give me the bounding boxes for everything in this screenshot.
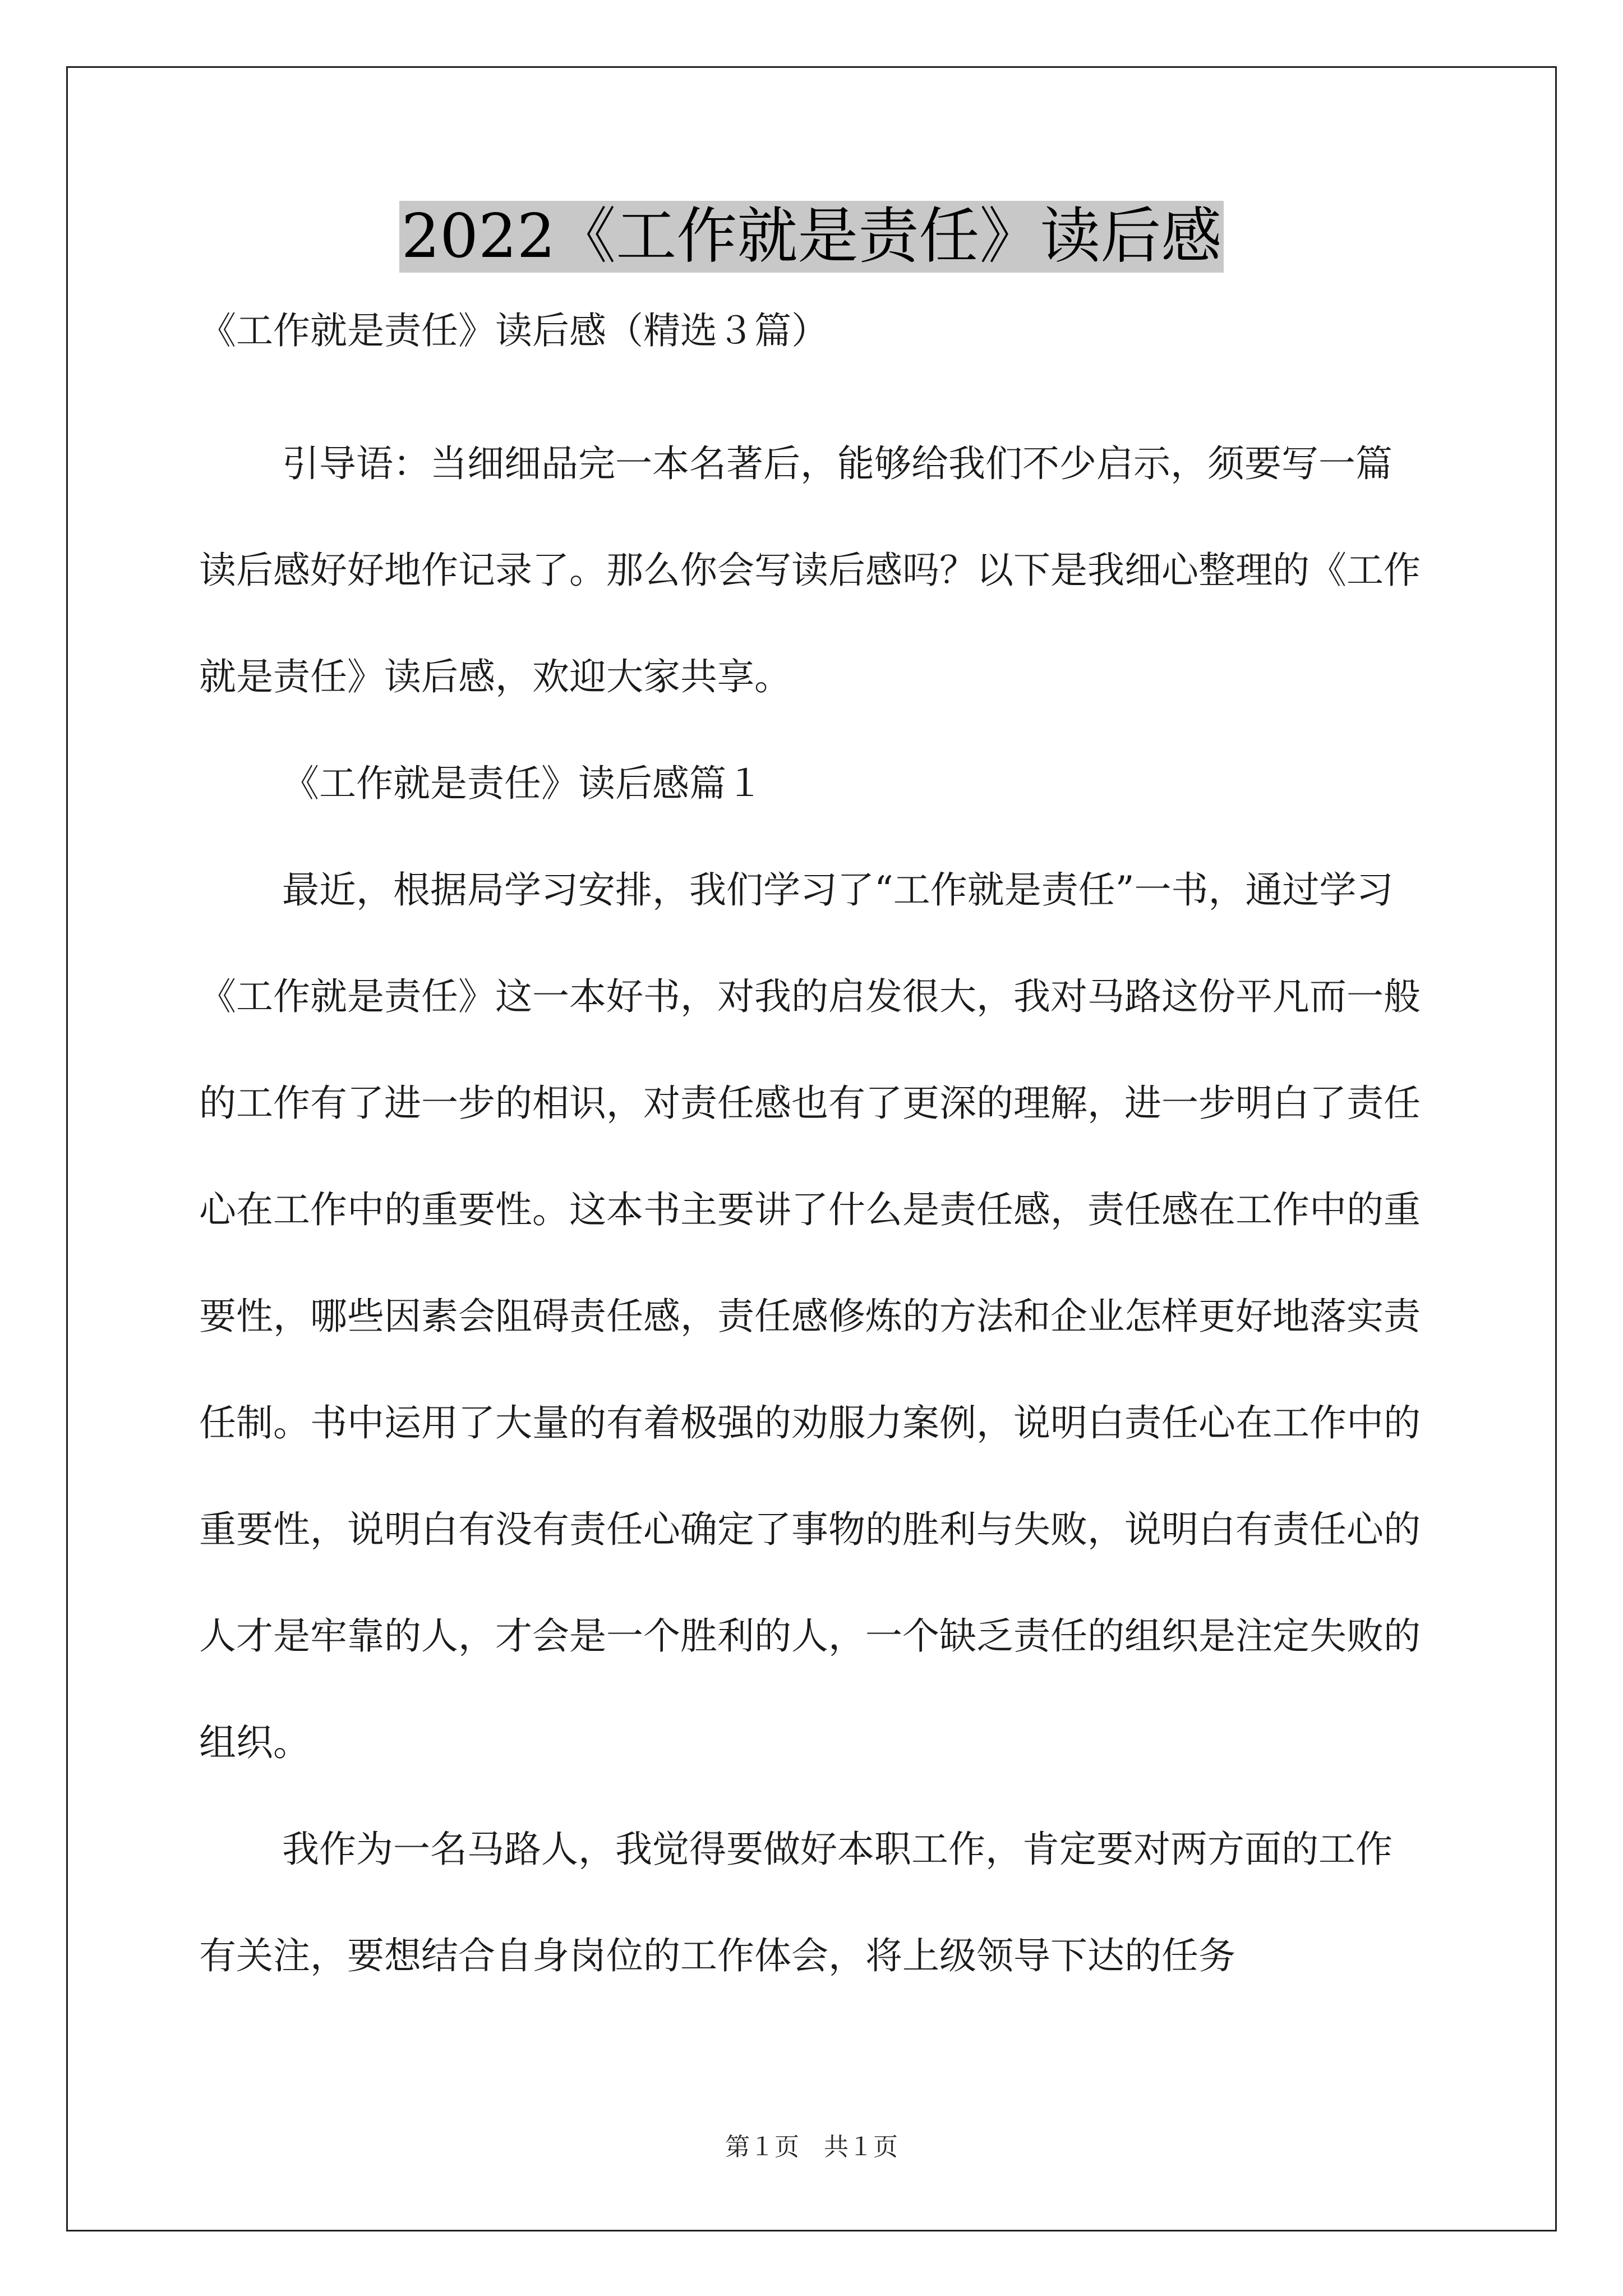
intro-paragraph: 引导语：当细细品完一本名著后，能够给我们不少启示，须要写一篇读后感好好地作记录了。那么你会写读后感吗？以下是我细心整理的《工作就是责任》读后感，欢迎大家共享。 [199, 442, 1421, 698]
document-subtitle: 《工作就是责任》读后感（精选３篇） [199, 309, 828, 352]
section-heading: 《工作就是责任》读后感篇１ [282, 762, 763, 805]
document-title: 2022《工作就是责任》读后感 [399, 201, 1224, 273]
page-footer: 第１页 共１页 [725, 2133, 898, 2161]
title-block [0, 201, 1623, 273]
body-paragraph-1: 最近，根据局学习安排，我们学习了“工作就是责任”一书，通过学习《工作就是责任》这一本好书，对我的启发很大，我对马路这份平凡而一般的工作有了进一步的相识，对责任感也有了更深的理解，进一步明白了责任心在工作中的重要性。这本书主要讲了什么是责任感，责任感在工作中的重要性，哪些因素会阻碍责任感，责任感修炼的方法和企业怎样更好地落实责任制。书中运用了大量的有着极强的劝服力案例，说明白责任心在工作中的重要性，说明白有没有责任心确定了事物的胜利与失败，说明白有责任心的人才是牢靠的人，才会是一个胜利的人，一个缺乏责任的组织是注定失败的组织。 [199, 868, 1421, 1764]
document-body [199, 306, 1422, 2009]
body-paragraph-2: 我作为一名马路人，我觉得要做好本职工作，肯定要对两方面的工作有关注，要想结合自身岗位的工作体会，将上级领导下达的任务 [199, 1828, 1393, 1977]
